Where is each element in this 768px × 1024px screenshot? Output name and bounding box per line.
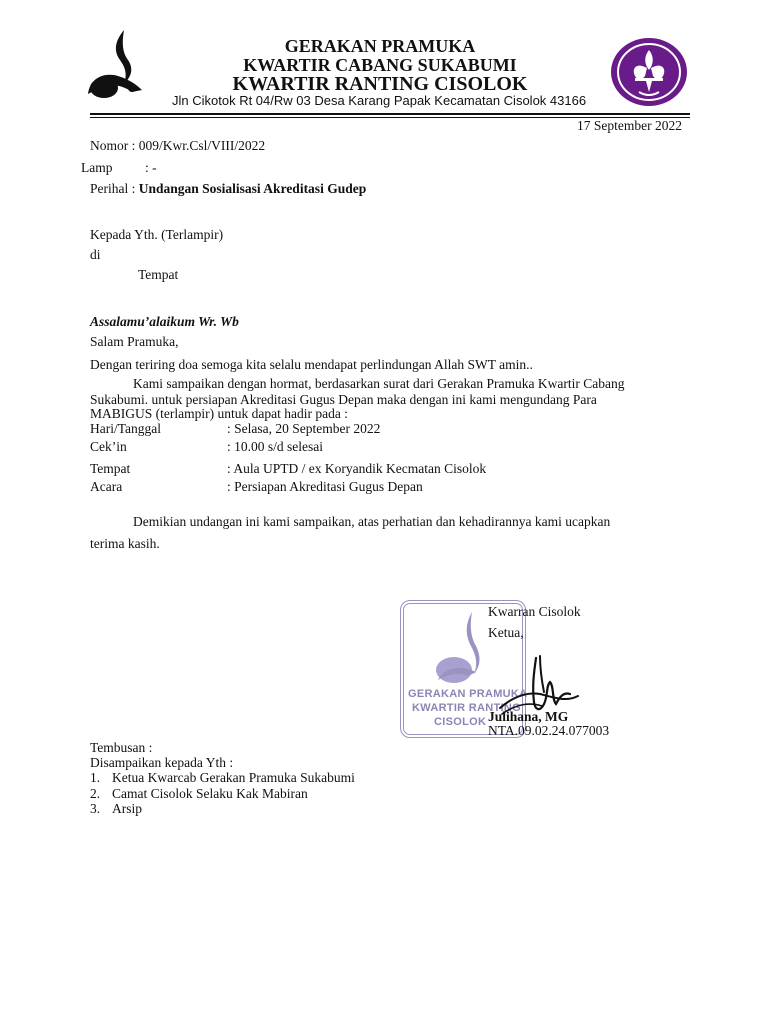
- detail-label-event: Acara: [90, 479, 123, 494]
- world-scout-emblem-icon: [609, 36, 689, 108]
- detail-label-date: Hari/Tanggal: [90, 421, 162, 436]
- perihal-label: Perihal :: [90, 181, 139, 196]
- lamp-value: : -: [145, 160, 157, 175]
- stamp-line2: KWARTIR RANTING: [412, 702, 521, 714]
- closing-line2: terima kasih.: [90, 536, 160, 551]
- tunas-kelapa-logo-icon: [84, 28, 154, 100]
- opening-line: Dengan teriring doa semoga kita selalu mendapat perlindungan Allah SWT amin..: [90, 357, 533, 372]
- org-address: Jln Cikotok Rt 04/Rw 03 Desa Karang Papak Kecamatan Cisolok 43166: [172, 93, 587, 108]
- body-paragraph-line2: Sukabumi. untuk persiapan Akreditasi Gugus Depan maka dengan ini kami mengundang Para: [90, 392, 597, 407]
- detail-value-place: : Aula UPTD / ex Koryandik Kecmatan Cisolok: [227, 461, 487, 476]
- header-divider: [90, 113, 690, 115]
- tembusan-item-text: Camat Cisolok Selaku Kak Mabiran: [112, 786, 308, 801]
- recipient-line2: di: [90, 247, 101, 262]
- lamp-label: Lamp: [81, 160, 113, 175]
- body-paragraph-line3: MABIGUS (terlampir) untuk dapat hadir pada :: [90, 406, 348, 421]
- signature-role: Ketua,: [488, 625, 524, 640]
- letter-number: Nomor : 009/Kwr.Csl/VIII/2022: [90, 138, 266, 153]
- tembusan-item-text: Arsip: [112, 801, 142, 816]
- recipient-line1: Kepada Yth. (Terlampir): [90, 227, 224, 242]
- tembusan-item-number: 3.: [90, 801, 101, 816]
- tembusan-intro: Disampaikan kepada Yth :: [90, 755, 234, 770]
- closing-line1: Demikian undangan ini kami sampaikan, atas perhatian dan kehadirannya kami ucapkan: [133, 514, 611, 529]
- perihal-value: Undangan Sosialisasi Akreditasi Gudep: [138, 181, 367, 196]
- tembusan-item: [90, 786, 308, 802]
- stamp-tunas-kelapa-icon: [428, 608, 498, 688]
- tembusan-title: Tembusan :: [90, 740, 153, 755]
- detail-label-place: Tempat: [90, 461, 131, 476]
- signature-nta: NTA.09.02.24.077003: [488, 723, 610, 738]
- signature-org: Kwarran Cisolok: [488, 604, 581, 619]
- tembusan-item: [90, 801, 142, 817]
- org-name-line2: KWARTIR CABANG SUKABUMI: [243, 55, 517, 75]
- stamp-line3: CISOLOK: [434, 716, 487, 728]
- perihal: [90, 181, 366, 197]
- detail-value-checkin: : 10.00 s/d selesai: [227, 439, 323, 454]
- body-paragraph-line1: Kami sampaikan dengan hormat, berdasarkan surat dari Gerakan Pramuka Kwartir Cabang: [133, 376, 625, 391]
- detail-label-checkin: Cek’in: [90, 439, 127, 454]
- tembusan-item-number: 2.: [90, 786, 101, 801]
- detail-value-date: : Selasa, 20 September 2022: [227, 421, 381, 436]
- tembusan-item-text: Ketua Kwarcab Gerakan Pramuka Sukabumi: [112, 770, 355, 785]
- greeting-salam: Assalamu’alaikum Wr. Wb: [90, 314, 239, 329]
- recipient-line3: Tempat: [138, 267, 179, 282]
- stamp-line1: GERAKAN PRAMUKA: [408, 688, 528, 700]
- org-name-line1: GERAKAN PRAMUKA: [284, 36, 476, 56]
- letter-date: 17 September 2022: [577, 118, 682, 133]
- org-name-line3: KWARTIR RANTING CISOLOK: [232, 73, 528, 95]
- signature-name: Julihana, MG: [488, 709, 569, 724]
- detail-value-event: : Persiapan Akreditasi Gugus Depan: [227, 479, 423, 494]
- greeting-pramuka: Salam Pramuka,: [90, 334, 179, 349]
- tembusan-item-number: 1.: [90, 770, 101, 785]
- tembusan-item: [90, 770, 355, 786]
